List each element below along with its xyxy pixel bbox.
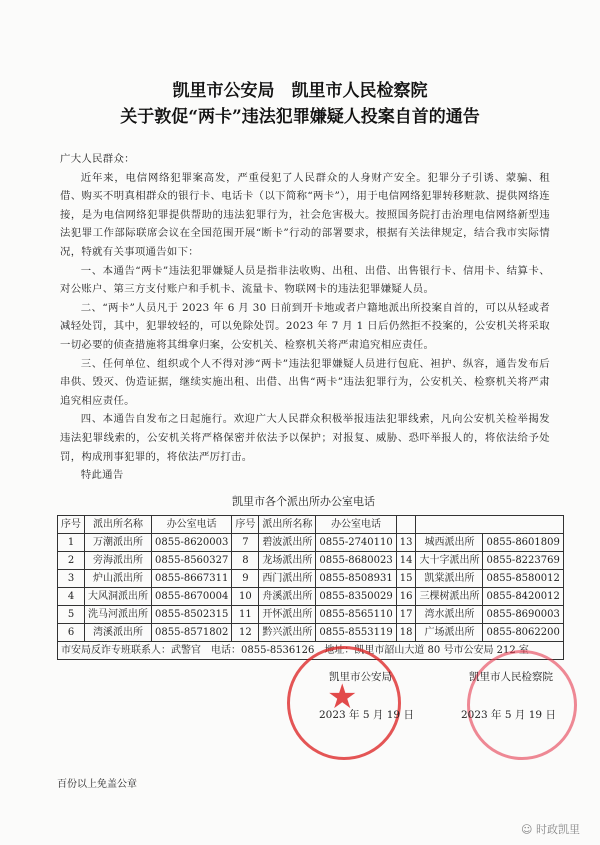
watermark [521, 821, 580, 837]
table-cell: 15 [396, 569, 416, 587]
table-cell: 5 [58, 605, 85, 623]
paragraph-intro: 近年来，电信网络犯罪案高发，严重侵犯了人民群众的人身财产安全。犯罪分子引诱、蒙骗、租借、购买不明真相群众的银行卡、电话卡（以下简称“两卡”），用于电信网络犯罪转移赃款、提供网络连接，是为电信网络犯罪提供帮助的违法犯罪行为，社会危害极大。按照国务院打击治理电信网络新型违法犯罪工作部际联席会议在全国范围开展“断卡”行动的部署要求，根据有关法律规定，结合我市实际情况，特就有关事项通告如下： [60, 171, 550, 258]
table-cell: 旁海派出所 [85, 551, 152, 569]
table-cell: 18 [396, 623, 416, 641]
table-cell: 8 [232, 551, 259, 569]
header-cell [416, 515, 563, 533]
police-station-table [57, 515, 564, 660]
closing: 特此通告 [80, 469, 124, 482]
table-cell: 大十字派出所 [416, 551, 483, 569]
paragraph-2: 二、“两卡”人员凡于 2023 年 6 月 30 日前到开卡地或者户籍地派出所投案自首的，可以从轻或者减轻处罚，其中，犯罪较轻的，可以免除处罚。2023 年 7 月 1 日后仍然拒不投案的，公安机关将采取一切必要的侦查措施将其缉拿归案，公安机关、检察机关将严肃追究相应责任。 [60, 301, 550, 351]
body-text [57, 150, 550, 485]
table-cell: 湾水派出所 [416, 605, 483, 623]
table-cell: 0855-8420012 [483, 587, 563, 605]
document-content [0, 130, 600, 812]
salutation: 广大人民群众： [60, 153, 135, 165]
table-header-row [58, 515, 564, 533]
table-cell: 0855-8620003 [152, 533, 232, 551]
title-line-2: 关于敦促“两卡”违法犯罪嫌疑人投案自首的通告 [120, 107, 480, 127]
header-cell: 序号 [58, 515, 85, 533]
table-cell: 0855-8560327 [152, 551, 232, 569]
table-cell: 0855-8601809 [483, 533, 563, 551]
table-cell: 16 [396, 587, 416, 605]
table-cell: 17 [396, 605, 416, 623]
table-cell: 6 [58, 623, 85, 641]
table-cell: 0855-8565110 [316, 605, 396, 623]
watermark-text: 时政凯里 [536, 823, 580, 836]
note: 百份以上免盖公章 [57, 778, 137, 790]
paragraph-3: 三、任何单位、组织或个人不得对涉“两卡”违法犯罪嫌疑人员进行包庇、袒护、纵容，通告发布后串供、毁灭、伪造证据，继续实施出租、出借、出售“两卡”违法犯罪行为，公安机关、检察机关将严肃追究相应责任。 [60, 357, 550, 407]
header-cell: 序号 [232, 515, 259, 533]
table-cell: 龙场派出所 [259, 551, 316, 569]
table-row [58, 533, 564, 551]
signature-block [57, 660, 556, 770]
header-cell: 派出所名称 [85, 515, 152, 533]
title-line-1: 凯里市公安局 凯里市人民检察院 [172, 81, 428, 101]
table-cell: 城西派出所 [416, 533, 483, 551]
table-cell: 0855-8350029 [316, 587, 396, 605]
table-cell: 0855-8062200 [483, 623, 563, 641]
table-cell: 0855-8508931 [316, 569, 396, 587]
paragraph-1: 一、本通告“两卡”违法犯罪嫌疑人员是指非法收购、出租、出借、出售银行卡、信用卡、结算卡、对公账户、第三方支付账户和手机卡、流量卡、物联网卡的违法犯罪嫌疑人员。 [60, 264, 550, 296]
table-cell: 4 [58, 587, 85, 605]
table-cell: 0855-8690003 [483, 605, 563, 623]
table-cell: 0855-8553119 [316, 623, 396, 641]
table-cell: 凯棠派出所 [416, 569, 483, 587]
table-cell: 13 [396, 533, 416, 551]
table-cell: 0855-8670004 [152, 587, 232, 605]
table-cell: 0855-8223769 [483, 551, 563, 569]
header-cell [396, 515, 416, 533]
header-cell: 派出所名称 [259, 515, 316, 533]
table-cell: 大风洞派出所 [85, 587, 152, 605]
signer-2: 凯里市人民检察院 [469, 670, 553, 683]
star-icon: ★ [327, 676, 358, 717]
table-cell: 开怀派出所 [259, 605, 316, 623]
table-cell: 西门派出所 [259, 569, 316, 587]
table-row [58, 623, 564, 641]
table-cell: 0855-8571802 [152, 623, 232, 641]
table-row [58, 569, 564, 587]
signer-1: 凯里市公安局 [329, 670, 392, 683]
procuratorate-stamp [467, 650, 577, 760]
wechat-icon: ☺ [521, 823, 536, 836]
table-title: 凯里市各个派出所办公室电话 [232, 494, 375, 508]
public-security-stamp [287, 646, 401, 760]
table-row [58, 551, 564, 569]
paragraph-4: 四、本通告自发布之日起施行。欢迎广大人民群众积极举报违法犯罪线索，凡向公安机关检举揭发违法犯罪线索的，公安机关将严格保密并依法予以保护；对报复、威胁、恐吓举报人的，将依法给予处罚，构成刑事犯罪的，将依法严厉打击。 [60, 413, 550, 463]
table-cell: 10 [232, 587, 259, 605]
table-cell: 2 [58, 551, 85, 569]
table-cell: 炉山派出所 [85, 569, 152, 587]
table-cell: 湾溪派出所 [85, 623, 152, 641]
table-cell: 碧波派出所 [259, 533, 316, 551]
table-cell: 9 [232, 569, 259, 587]
table-cell: 0855-8680023 [316, 551, 396, 569]
table-cell: 0855-2740110 [316, 533, 396, 551]
table-cell: 0855-8502315 [152, 605, 232, 623]
header-cell: 办公室电话 [152, 515, 232, 533]
table-cell: 洗马河派出所 [85, 605, 152, 623]
table-cell: 3 [58, 569, 85, 587]
table-footer-contact: 市安局反诈专班联系人：武警官 电话：0855-8536126 地址：凯里市韶山大道 80 号市公安局 212 室 [58, 641, 564, 659]
table-cell: 7 [232, 533, 259, 551]
table-cell: 三棵树派出所 [416, 587, 483, 605]
table-cell: 12 [232, 623, 259, 641]
table-cell: 0855-8667311 [152, 569, 232, 587]
table-cell: 11 [232, 605, 259, 623]
title-block [0, 0, 600, 130]
table-cell: 万潮派出所 [85, 533, 152, 551]
table-cell: 黔兴派出所 [259, 623, 316, 641]
table-cell: 广场派出所 [416, 623, 483, 641]
table-cell: 14 [396, 551, 416, 569]
header-cell: 办公室电话 [316, 515, 396, 533]
table-cell: 1 [58, 533, 85, 551]
table-cell: 舟溪派出所 [259, 587, 316, 605]
date-1: 2023 年 5 月 19 日 [319, 708, 414, 721]
table-cell: 0855-8580012 [483, 569, 563, 587]
date-2: 2023 年 5 月 19 日 [461, 708, 556, 721]
table-row [58, 605, 564, 623]
table-row [58, 587, 564, 605]
